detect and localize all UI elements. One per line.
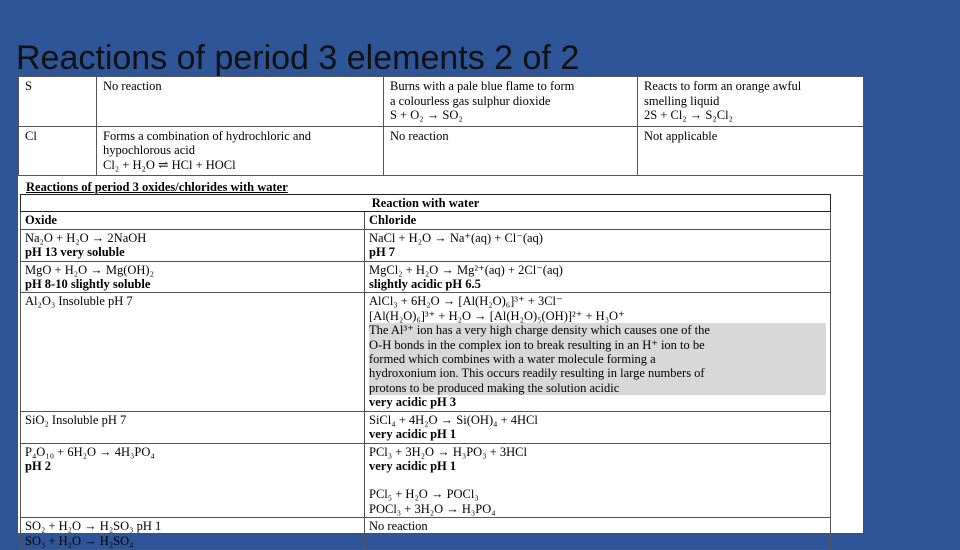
text-line: smelling liquid bbox=[644, 93, 720, 108]
elements-reactions-table bbox=[18, 76, 864, 176]
equation: AlCl₃ + 6H₂O → [Al(H₂O)₆]³⁺ + 3Cl⁻ bbox=[369, 294, 563, 309]
chloride-cell bbox=[365, 293, 831, 411]
element-cell: S bbox=[19, 77, 97, 127]
element-cell: Cl bbox=[19, 126, 97, 176]
text-line: Burns with a pale blue flame to form bbox=[390, 79, 575, 93]
chloride-cell bbox=[365, 411, 831, 443]
ph-note: slightly acidic pH 6.5 bbox=[369, 277, 481, 292]
equation: PCl₃ + 3H₂O → H₃PO₃ + 3HCl bbox=[369, 444, 527, 459]
explanation-line: The Al³⁺ ion has a very high charge density which causes one of the bbox=[369, 323, 826, 337]
table-header-row bbox=[21, 212, 831, 229]
ph-note: very acidic pH 1 bbox=[369, 427, 457, 442]
equation: NaCl + H₂O → Na⁺(aq) + Cl⁻(aq) bbox=[369, 230, 543, 245]
reaction-cell: No reaction bbox=[97, 77, 384, 127]
equation: 2S + Cl₂ → S₂Cl₂ bbox=[644, 108, 733, 122]
ph-note: pH 13 very soluble bbox=[25, 245, 125, 260]
oxide-cell bbox=[21, 443, 365, 518]
explanation-line: O-H bonds in the complex ion to break resulting in an H⁺ ion to be bbox=[369, 338, 826, 352]
table-row bbox=[21, 293, 831, 411]
chloride-cell bbox=[365, 261, 831, 293]
text-line: Forms a combination of hydrochloric and bbox=[103, 128, 311, 143]
equation: [Al(H₂O)₆]³⁺ + H₂O → [Al(H₂O)₅(OH)]²⁺ + H₃O⁺ bbox=[369, 308, 625, 323]
explanation-line: formed which combines with a water molecule forming a bbox=[369, 352, 826, 366]
text-line: hypochlorous acid bbox=[103, 143, 195, 157]
equation: P₄O₁₀ + 6H₂O → 4H₃PO₄ bbox=[25, 444, 155, 459]
equation: Na₂O + H₂O → 2NaOH bbox=[25, 230, 147, 245]
equation: MgCl₂ + H₂O → Mg²⁺(aq) + 2Cl⁻(aq) bbox=[369, 262, 563, 277]
slide-title: Reactions of period 3 elements 2 of 2 bbox=[16, 39, 580, 77]
oxide-cell bbox=[21, 518, 365, 550]
table-row bbox=[21, 411, 831, 443]
column-header-chloride: Chloride bbox=[365, 212, 831, 229]
chloride-cell bbox=[365, 229, 831, 261]
document-image bbox=[18, 76, 863, 548]
oxide-cell bbox=[21, 229, 365, 261]
ph-note: very acidic pH 1 bbox=[369, 458, 457, 473]
chloride-cell bbox=[365, 443, 831, 518]
oxides-chlorides-table bbox=[20, 194, 831, 550]
table-row bbox=[21, 261, 831, 293]
equation: PCl₅ + H₂O → POCl₃ bbox=[369, 487, 479, 502]
equation: SO₂ + H₂O → H₂SO₃ pH 1 bbox=[25, 519, 162, 534]
table-row bbox=[21, 443, 831, 518]
oxide-cell bbox=[21, 411, 365, 443]
equation: SiCl₄ + 4H₂O → Si(OH)₄ + 4HCl bbox=[369, 412, 538, 427]
spacer bbox=[369, 473, 826, 487]
equation: SO₃ + H₂O → H₂SO₄ bbox=[25, 533, 134, 548]
table-row bbox=[21, 518, 831, 550]
reaction-cell bbox=[384, 77, 638, 127]
section-heading: Reactions of period 3 oxides/chlorides with water bbox=[26, 180, 288, 194]
table-row bbox=[19, 126, 864, 176]
explanation-line: protons to be produced making the solution acidic bbox=[369, 381, 826, 395]
equation: Cl₂ + H₂O ⇌ HCl + HOCl bbox=[103, 157, 236, 172]
equation: MgO + H₂O → Mg(OH)₂ bbox=[25, 262, 154, 277]
ph-note: very acidic pH 3 bbox=[369, 395, 457, 410]
table-row bbox=[21, 229, 831, 261]
text-line: Reacts to form an orange awful bbox=[644, 79, 802, 93]
ph-note: pH 8-10 slightly soluble bbox=[25, 277, 151, 292]
ph-note: pH 7 bbox=[369, 245, 396, 260]
text-line: No reaction bbox=[390, 128, 449, 143]
reaction-cell bbox=[384, 126, 638, 176]
ph-note: pH 2 bbox=[25, 458, 52, 473]
text-line: Not applicable bbox=[644, 128, 718, 143]
oxide-cell bbox=[21, 261, 365, 293]
explanation-line: hydroxonium ion. This occurs readily resulting in large numbers of bbox=[369, 366, 826, 380]
column-header-oxide: Oxide bbox=[21, 212, 365, 229]
equation: No reaction bbox=[369, 519, 428, 534]
table-caption: Reaction with water bbox=[21, 195, 831, 212]
equation: POCl₃ + 3H₂O → H₃PO₄ bbox=[369, 501, 496, 516]
reaction-cell bbox=[638, 77, 864, 127]
reaction-cell bbox=[97, 126, 384, 176]
chloride-cell bbox=[365, 518, 831, 550]
equation: Al₂O₃ Insoluble pH 7 bbox=[25, 294, 133, 309]
text-line: a colourless gas sulphur dioxide bbox=[390, 93, 551, 108]
table-caption-row bbox=[21, 195, 831, 212]
reaction-cell bbox=[638, 126, 864, 176]
equation: S + O₂ → SO₂ bbox=[390, 108, 463, 122]
equation: SiO₂ Insoluble pH 7 bbox=[25, 412, 127, 427]
oxide-cell bbox=[21, 293, 365, 411]
table-row bbox=[19, 77, 864, 127]
